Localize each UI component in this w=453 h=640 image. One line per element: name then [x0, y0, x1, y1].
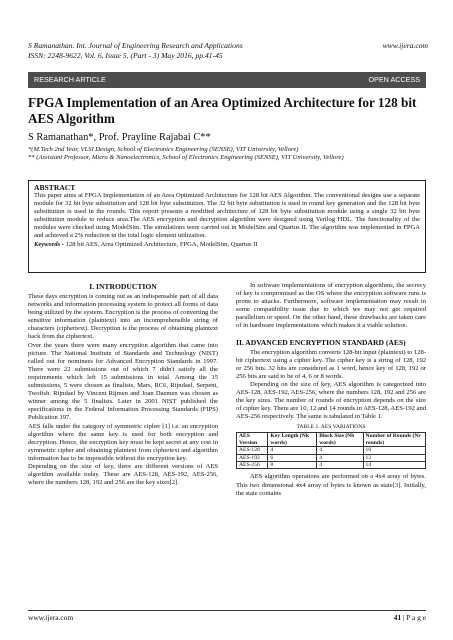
- table-cell: 14: [363, 462, 425, 469]
- table-cell: 10: [363, 447, 425, 454]
- abstract-heading: ABSTRACT: [34, 183, 76, 192]
- table-row: [237, 454, 426, 461]
- table-row: [237, 462, 426, 469]
- open-access-label: OPEN ACCESS: [368, 75, 420, 84]
- citation-line-2: ISSN: 2248-9622, Vol. 6, Issue 5, (Part - 3) May 2016, pp.41-45: [28, 50, 223, 60]
- research-article-label: RESEARCH ARTICLE: [34, 75, 106, 84]
- intro-paragraph-4: Depending on the size of key, there are different versions of AES algorithm available today. These are AES-128, AES-192, AES-256, where the numbers 128, 192 and 256 are the key sizes[2].: [28, 462, 218, 487]
- authors: S Ramanathan*, Prof. Prayline Rajabai C**: [28, 132, 211, 143]
- paper-title: FPGA Implementation of an Area Optimized Architecture for 128 bit AES Algorithm: [28, 95, 417, 126]
- keywords-label: Keywords -: [34, 240, 65, 248]
- affiliation-1: *(M.Tech 2nd Year, VLSI Design, School of Electronics Engineering (SENSE), VIT University, Vellore): [28, 146, 299, 153]
- table-cell: 6: [268, 454, 317, 461]
- page-footer: [28, 613, 426, 623]
- aes-variations-table: [236, 432, 426, 469]
- introduction-heading: I. INTRODUCTION: [89, 282, 157, 291]
- affiliations: [28, 146, 426, 163]
- table-cell: 8: [268, 462, 317, 469]
- keywords-line: [34, 241, 420, 249]
- intro-paragraph-2: Over the years there were many encryption algorithm that came into picture. The National Institute of Standards and Technology (NIST) called out for nominees for Advanced Encryption Standards in 1997. There were 22 submissions out of which 7 didn't satisfy all the requirements which left 15 submissions in total. Among the 15 submissions, 5 were chosen as finalists, Mars, RC6, Rijndael, Serpent, Twofish. Rijndael by Vincent Rijmen and Joan Daemen was chosen as winner among the 5 finalists. Later in 2001 NIST published the specifications in the Federal Information Processing Standards (FIPS) Publication 197.: [28, 341, 218, 422]
- table-cell: 4: [317, 454, 363, 461]
- footer-url[interactable]: www.ijera.com: [28, 613, 74, 622]
- table-header-cell: Block Size (Nb words): [317, 433, 363, 447]
- left-column: [28, 282, 218, 487]
- journal-url[interactable]: www.ijera.com: [382, 41, 428, 50]
- aes-paragraph-2: Depending on the size of key, AES algorithm is categorized into AES-128, AES-192, AES-256, where the numbers 128, 192 and 256 are the key sizes. The number of rounds of encryption depends on the size of cipher key. There are 10, 12 and 14 rounds in AES-128, AES-192 and AES-256 respectively. The same is tabulated in Table 1.: [236, 380, 426, 421]
- aes-paragraph-1: The encryption algorithm converts 128-bit input (plaintext) to 128-bit ciphertext using a cipher key. The cipher key is a string of 128, 192 or 256 bits. 32 bits are considered as 1 word, hence key of 128, 192 or 256 bits are said to be of 4, 6 or 8 words.: [236, 348, 426, 380]
- page-number-value: 41: [393, 613, 402, 622]
- journal-header: [28, 41, 428, 60]
- table-header-cell: Key Length (Nk words): [268, 433, 317, 447]
- table-header-row: [237, 433, 426, 447]
- table-header-cell: AES Version: [237, 433, 268, 447]
- table-row: [237, 447, 426, 454]
- citation-line-1: S Ramanathan. Int. Journal of Engineering Research and Applications: [28, 41, 243, 50]
- table-cell: AES-256: [237, 462, 268, 469]
- intro-paragraph-3: AES falls under the category of symmetric cipher [1] i.e. an encryption algorithm where the same key is used for both encryption and decryption. Hence, the encryption key must be kept secret at any cost in symmetric cipher and obtaining plaintext from ciphertext and algorithm information has to be impossible without the encryption key.: [28, 422, 218, 462]
- affiliation-2: ** (Assistant Professor, Micro & Nanoelectronics, School of Electronics Engineering (SENSE), VIT University, Vellore): [28, 154, 344, 162]
- table-cell: 12: [363, 454, 425, 461]
- table-header-cell: Number of Rounds (Nr rounds): [363, 433, 425, 447]
- keywords-text: 128 bit AES, Area Optimized Architecture, FPGA, ModelSim, Quartus II: [64, 240, 258, 248]
- table-cell: AES-192: [237, 454, 268, 461]
- table-cell: AES-128: [237, 447, 268, 454]
- intro-paragraph-1: These days encryption is coming out as an indispensable part of all data networks and information processing system to protect all forms of data being utilized by the system. Encryption is the process of converting the sensitive information (plaintext) into an incomprehensible string of characters (ciphertext). Decryption is the process of obtaining plaintext back from the ciphertext.: [28, 293, 218, 341]
- article-type-band: [28, 72, 426, 88]
- table-cell: 4: [317, 447, 363, 454]
- aes-paragraph-3: AES algorithm operations are performed on a 4x4 array of bytes. This two dimensional 4x4 array of bytes is known as state[3]. Initially, the state contains: [236, 473, 426, 497]
- aes-section-heading: II. ADVANCED ENCRYPTION STANDARD (AES): [236, 337, 406, 347]
- page-label: | P a g e: [401, 613, 426, 622]
- abstract-box: [28, 180, 426, 273]
- abstract-text: This paper aims at FPGA Implementation of an Area Optimized Architecture for 128 bit AES Algorithm. The conventional designs use a separate module for 32 bit byte substitution and 128 bit byte substitution. The 32 bit byte substitution is used in round key generation and the 128 bit byte substitution is used in the rounds. This report presents a modified architecture of 128 bit byte substitution module using a single 32 bit byte substitution module to reduce area.The AES encryption and decryption algorithm were designed using Verilog HDL. The functionality of the modules were checked using ModelSim. The simulations were carried out in ModelSim and Quartus II. The algorithm was implemented in FPGA and achieved a 2% reduction in the total logic element utilization.: [34, 192, 420, 240]
- footer-divider: [28, 610, 426, 611]
- right-column: [236, 282, 426, 498]
- table-cell: 4: [317, 462, 363, 469]
- table-caption: TABLE 1. AES VARIATIONS: [296, 424, 366, 431]
- software-paragraph: In software implementations of encryption algorithms, the secrecy of key is compromised as the OS where the encryption software runs is prone to attacks. Furthermore, software implementation may result in some compatibility issue due to which we may not get required parallelism or speed. On the other hand, these drawbacks are taken care of in hardware implementations which makes it a viable solution.: [236, 282, 426, 330]
- table-cell: 4: [268, 447, 317, 454]
- page-number: [394, 613, 426, 623]
